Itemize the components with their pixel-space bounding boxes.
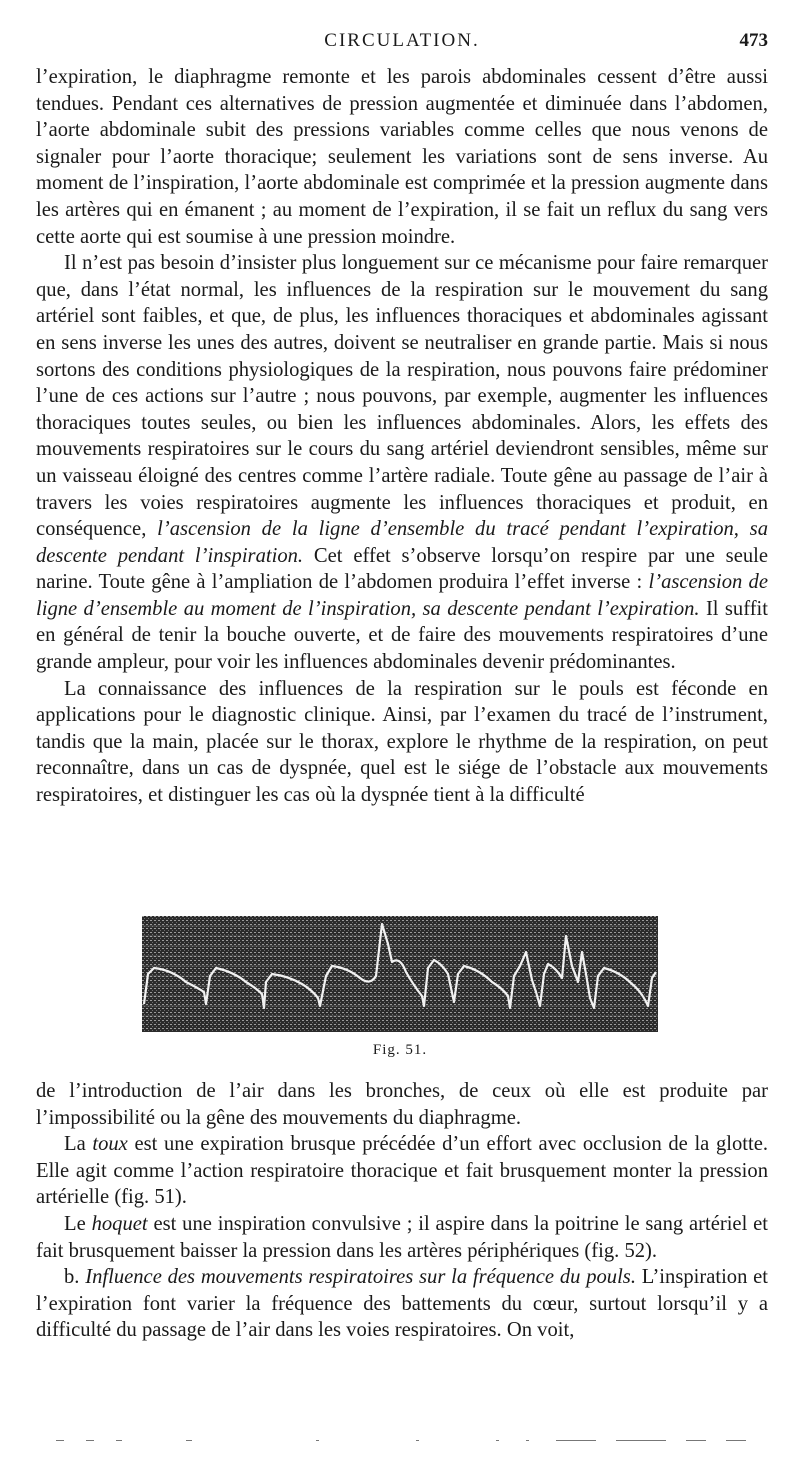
paragraph	[36, 1264, 768, 1344]
paragraph: de l’introduction de l’air dans les bronches, de ceux où elle est produite par l’impossibilité ou la gêne des mouvements du diaphragme.	[36, 1080, 768, 1129]
italic-term: toux	[92, 1133, 128, 1156]
paragraph-text: La	[64, 1133, 93, 1156]
section-heading: Influence des mouvements respiratoires sur la fréquence du pouls.	[85, 1266, 636, 1289]
italic-phrase: l’ascension de ligne d’ensemble au moment de l’inspiration, sa descente pendant l’expiration.	[36, 571, 768, 620]
page-number: 473	[739, 30, 768, 51]
paragraph-text: Cet effet s’observe lorsqu’on respire par une seule narine. Toute gêne à l’ampliation de l’abdomen produira l’effet inverse :	[36, 544, 768, 594]
paragraph-text: est une expiration brusque précédée d’un effort avec occlusion de la glotte. Elle agit comme l’action respiratoire thoracique et fait brusquement monter la pression artérielle (fig. 51).	[36, 1133, 768, 1209]
paragraph	[36, 1131, 768, 1211]
paragraph-text: Il n’est pas besoin d’insister plus longuement sur ce mécanisme pour faire remarquer que, dans l’état normal, les influences de la respiration sur le mouvement du sang artériel sont faibles, et que, de plus, les influences thoraciques et abdominales agissant en sens inverse les unes des autres, doivent se neutraliser en grande partie. Mais si nous sortons des conditions physiologiques de la respiration, nous pouvons faire prédominer l’une de ces actions sur l’autre ; nous pouvons, par exemple, augmenter les influences thoraciques toutes seules, ou bien les influences abdominales. Alors, les effets des mouvements respiratoires sur le cours du sang artériel deviendront sensibles, même sur un vaisseau éloigné des centres comme l’artère radiale. Toute gêne au passage de l’air à travers les voies respiratoires augmente les influences thoraciques et produit, en conséquence,	[36, 252, 768, 541]
pulse-tracing-image	[142, 916, 658, 1032]
running-title: CIRCULATION.	[324, 30, 480, 51]
scan-artifact-dots	[56, 1436, 756, 1444]
paragraph	[36, 1211, 768, 1264]
paragraph-text: Il suffit en général de tenir la bouche ouverte, et de faire des mouvements respiratoires d’une grande ampleur, pour voir les influences abdominales devenir prédominantes.	[36, 597, 768, 674]
italic-term: hoquet	[91, 1212, 148, 1235]
paragraph-text: L’inspiration et l’expiration font varier la fréquence des battements du cœur, surtout lorsqu’il y a difficulté du passage de l’air dans les voies respiratoires. On voit,	[36, 1266, 769, 1342]
paragraph	[36, 250, 768, 676]
body-text-top	[36, 64, 768, 809]
paragraph-text: b.	[64, 1266, 86, 1289]
paragraph: l’expiration, le diaphragme remonte et les parois abdominales cessent d’être aussi tendues. Pendant ces alternatives de pression augmentée et diminuée dans l’abdomen, l’aorte abdominale subit des pressions variables comme celles que nous venons de signaler pour l’aorte thoracique; seulement les variations sont de sens inverse. Au moment de l’inspiration, l’aorte abdominale est comprimée et la pression augmente dans les artères qui en émanent ; au moment de l’expiration, il se fait un reflux du sang vers cette aorte qui est soumise à une pression moindre.	[36, 66, 768, 248]
italic-phrase: l’ascension de la ligne d’ensemble du tracé pendant l’expiration, sa descente pendant l’inspiration.	[36, 518, 768, 567]
figure-caption: Fig. 51.	[372, 1042, 428, 1058]
paragraph: La connaissance des influences de la respiration sur le pouls est féconde en applications pour le diagnostic clinique. Ainsi, par l’examen du tracé de l’instrument, tandis que la main, placée sur le thorax, explore le rhythme de la respiration, on peut reconnaître, dans un cas de dyspnée, quel est le siége de l’obstacle aux mouvements respiratoires, et distinguer les cas où la dyspnée tient à la difficulté	[36, 677, 768, 807]
paragraph-text: Le	[64, 1212, 92, 1235]
pulse-tracing-figure	[142, 916, 658, 1032]
page-header	[36, 30, 768, 60]
paragraph-text: est une inspiration convulsive ; il aspire dans la poitrine le sang artériel et fait brusquement baisser la pression dans les artères périphériques (fig. 52).	[36, 1212, 768, 1262]
body-text-bottom	[36, 1078, 768, 1344]
